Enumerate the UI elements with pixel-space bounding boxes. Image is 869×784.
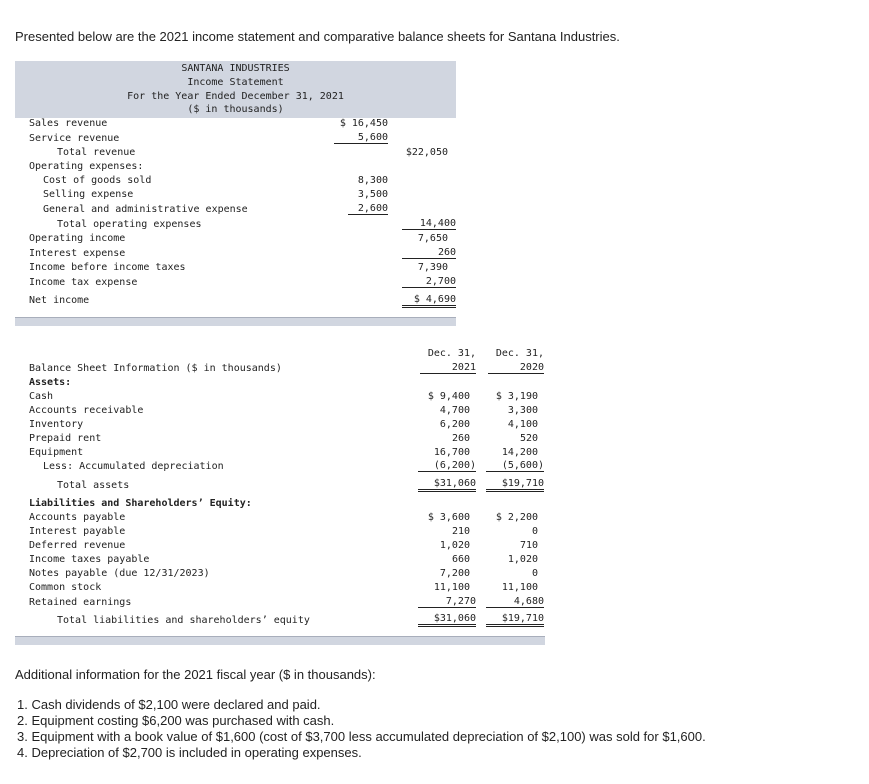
additional-item: 1. Cash dividends of $2,100 were declared and paid. (17, 697, 321, 712)
accum-dep-2020: (5,600) (486, 460, 544, 472)
statement-units: ($ in thousands) (187, 104, 284, 115)
prepaid-2020: 520 (519, 433, 538, 444)
col1-header-line2: 2021 (420, 362, 476, 374)
sales-revenue-label: Sales revenue (29, 118, 108, 129)
operating-income-value: 7,650 (417, 233, 448, 244)
total-opex-value: 14,400 (402, 218, 456, 230)
notes-payable-label: Notes payable (due 12/31/2023) (29, 568, 210, 579)
additional-item: 4. Depreciation of $2,700 is included in operating expenses. (17, 745, 362, 760)
total-revenue-value: $22,050 (405, 147, 448, 158)
tax-label: Income tax expense (29, 277, 138, 288)
col2-header-line1: Dec. 31, (495, 348, 544, 359)
additional-item: 3. Equipment with a book value of $1,600 (cost of $3,700 less accumulated depreciation of $2,100) was sold for $1,600. (17, 729, 706, 744)
total-le-2020: $19,710 (486, 613, 544, 627)
operating-income-label: Operating income (29, 233, 126, 244)
retained-earnings-2020: 4,680 (486, 596, 544, 608)
notes-payable-2020: 0 (531, 568, 538, 579)
interest-expense-label: Interest expense (29, 248, 126, 259)
cogs-value: 8,300 (357, 175, 388, 186)
ar-2020: 3,300 (507, 405, 538, 416)
prepaid-2021: 260 (451, 433, 470, 444)
equipment-2020: 14,200 (501, 447, 538, 458)
prepaid-label: Prepaid rent (29, 433, 102, 444)
ap-2021: $ 3,600 (427, 512, 470, 523)
accum-dep-label: Less: Accumulated depreciation (43, 461, 224, 472)
income-taxes-payable-2020: 1,020 (507, 554, 538, 565)
inventory-2021: 6,200 (439, 419, 470, 430)
statement-period: For the Year Ended December 31, 2021 (127, 91, 344, 102)
col2-header-line2: 2020 (488, 362, 544, 374)
accum-dep-2021: (6,200) (418, 460, 476, 472)
ga-value: 2,600 (348, 203, 388, 215)
interest-payable-label: Interest payable (29, 526, 126, 537)
total-le-2021: $31,060 (418, 613, 476, 627)
total-assets-label: Total assets (57, 480, 130, 491)
retained-earnings-2021: 7,270 (418, 596, 476, 608)
sales-revenue-value: $ 16,450 (339, 118, 388, 129)
ap-label: Accounts payable (29, 512, 126, 523)
equipment-label: Equipment (29, 447, 84, 458)
interest-payable-2020: 0 (531, 526, 538, 537)
balance-sheet-title: Balance Sheet Information ($ in thousands) (29, 363, 282, 374)
equipment-2021: 16,700 (433, 447, 470, 458)
income-statement-bottom-bar (15, 317, 456, 326)
interest-expense-value: 260 (402, 247, 456, 259)
ap-2020: $ 2,200 (495, 512, 538, 523)
common-stock-label: Common stock (29, 582, 102, 593)
service-revenue-label: Service revenue (29, 133, 120, 144)
total-assets-2021: $31,060 (418, 478, 476, 492)
total-assets-2020: $19,710 (486, 478, 544, 492)
total-opex-label: Total operating expenses (57, 219, 202, 230)
statement-title: Income Statement (187, 77, 284, 88)
operating-expenses-heading: Operating expenses: (29, 161, 144, 172)
inventory-label: Inventory (29, 419, 84, 430)
selling-label: Selling expense (43, 189, 134, 200)
inventory-2020: 4,100 (507, 419, 538, 430)
income-before-tax-label: Income before income taxes (29, 262, 186, 273)
tax-value: 2,700 (402, 276, 456, 288)
ga-label: General and administrative expense (43, 204, 248, 215)
company-name: SANTANA INDUSTRIES (181, 63, 290, 74)
cogs-label: Cost of goods sold (43, 175, 152, 186)
common-stock-2020: 11,100 (501, 582, 538, 593)
total-revenue-label: Total revenue (57, 147, 136, 158)
ar-2021: 4,700 (439, 405, 470, 416)
selling-value: 3,500 (357, 189, 388, 200)
liabilities-heading: Liabilities and Shareholders’ Equity: (29, 498, 252, 509)
interest-payable-2021: 210 (451, 526, 470, 537)
balance-sheet-bottom-bar (15, 636, 545, 645)
income-statement-header (15, 61, 456, 118)
cash-2021: $ 9,400 (427, 391, 470, 402)
deferred-revenue-2020: 710 (519, 540, 538, 551)
additional-item: 2. Equipment costing $6,200 was purchased with cash. (17, 713, 335, 728)
retained-earnings-label: Retained earnings (29, 597, 132, 608)
deferred-revenue-2021: 1,020 (439, 540, 470, 551)
common-stock-2021: 11,100 (433, 582, 470, 593)
notes-payable-2021: 7,200 (439, 568, 470, 579)
service-revenue-value: 5,600 (334, 132, 388, 144)
col1-header-line1: Dec. 31, (427, 348, 476, 359)
cash-2020: $ 3,190 (495, 391, 538, 402)
assets-heading: Assets: (29, 377, 72, 388)
net-income-label: Net income (29, 295, 90, 306)
deferred-revenue-label: Deferred revenue (29, 540, 126, 551)
income-taxes-payable-2021: 660 (451, 554, 470, 565)
net-income-value: $ 4,690 (402, 294, 456, 308)
additional-info-heading: Additional information for the 2021 fiscal year ($ in thousands): (15, 667, 376, 682)
intro-text: Presented below are the 2021 income statement and comparative balance sheets for Santana Industries. (15, 29, 620, 44)
income-before-tax-value: 7,390 (417, 262, 448, 273)
income-taxes-payable-label: Income taxes payable (29, 554, 150, 565)
ar-label: Accounts receivable (29, 405, 144, 416)
total-le-label: Total liabilities and shareholders’ equity (57, 615, 310, 626)
cash-label: Cash (29, 391, 54, 402)
